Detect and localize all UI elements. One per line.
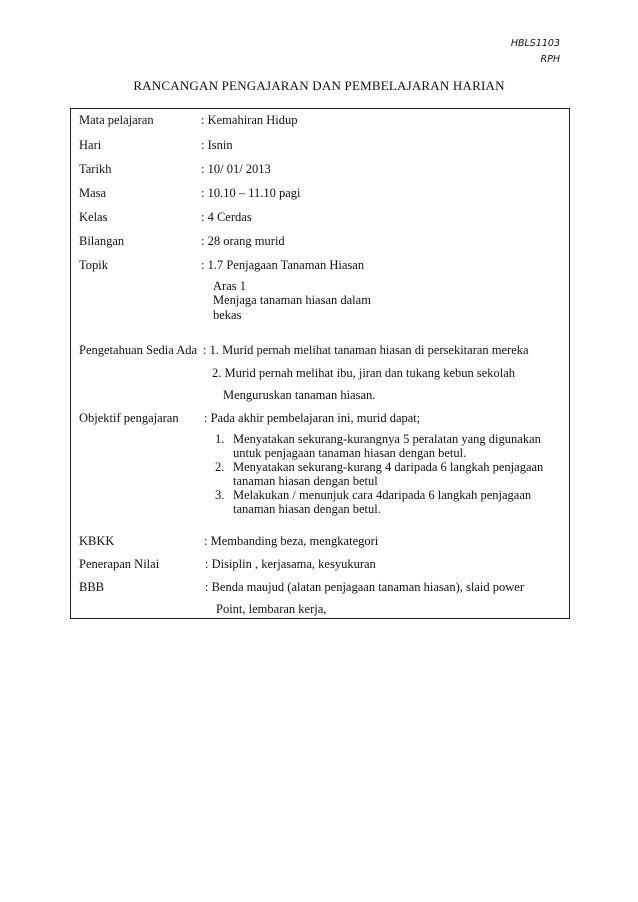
label-date: Tarikh [79,162,112,176]
objective-line2: tanaman hiasan dengan betul [233,474,378,488]
objective-number: 1. [215,432,225,446]
lesson-plan-box [70,108,570,619]
value-bbb: : Benda maujud (alatan penjagaan tanaman hiasan), slaid power [205,580,524,594]
prior-item-1: : 1. Murid pernah melihat tanaman hiasan di persekitaran mereka [203,343,529,357]
page-title: RANCANGAN PENGAJARAN DAN PEMBELAJARAN HARIAN [133,78,505,93]
value-subject: : Kemahiran Hidup [201,113,298,127]
objective-line1: Menyatakan sekurang-kurang 4 daripada 6 langkah penjagaan [233,460,544,474]
prior-item-2-cont: Menguruskan tanaman hiasan. [223,388,376,402]
objective-number: 3. [215,488,225,502]
prior-item-2: 2. Murid pernah melihat ibu, jiran dan tukang kebun sekolah [212,366,516,380]
value-count: : 28 orang murid [201,234,285,248]
value-date: : 10/ 01/ 2013 [201,162,271,176]
label-time: Masa [79,186,107,200]
objective-line1: Menyatakan sekurang-kurangnya 5 peralatan yang digunakan [233,432,541,446]
label-bbb: BBB [79,580,105,594]
label-class: Kelas [79,210,108,224]
label-prior-knowledge: Pengetahuan Sedia Ada [79,343,198,357]
label-kbkk: KBKK [79,534,115,548]
value-bbb-cont: Point, lembaran kerja, [216,602,327,616]
label-topic: Topik [79,258,108,272]
objective-intro: : Pada akhir pembelajaran ini, murid dapat; [204,411,421,425]
value-values: : Disiplin , kerjasama, kesyukuran [205,557,376,571]
document-type: RPH [540,54,560,65]
objective-number: 2. [215,460,225,474]
value-day: : Isnin [201,138,233,152]
value-topic: : 1.7 Penjagaan Tanaman Hiasan [201,258,365,272]
objective-line2: untuk penjagaan tanaman hiasan dengan betul. [233,446,467,460]
label-subject: Mata pelajaran [79,113,154,127]
topic-desc-line1: Menjaga tanaman hiasan dalam [213,293,371,307]
objective-item [215,488,565,520]
value-kbkk: : Membanding beza, mengkategori [204,534,379,548]
objective-line2: tanaman hiasan dengan betul. [233,502,381,516]
label-objective: Objektif pengajaran [79,411,179,425]
topic-level: Aras 1 [213,279,246,293]
label-day: Hari [79,138,102,152]
topic-desc-line2: bekas [213,308,242,322]
value-class: : 4 Cerdas [201,210,252,224]
label-values: Penerapan Nilai [79,557,160,571]
objective-line1: Melakukan / menunjuk cara 4daripada 6 langkah penjagaan [233,488,532,502]
document-code: HBLS1103 [510,38,560,49]
value-time: : 10.10 – 11.10 pagi [201,186,301,200]
label-count: Bilangan [79,234,125,248]
